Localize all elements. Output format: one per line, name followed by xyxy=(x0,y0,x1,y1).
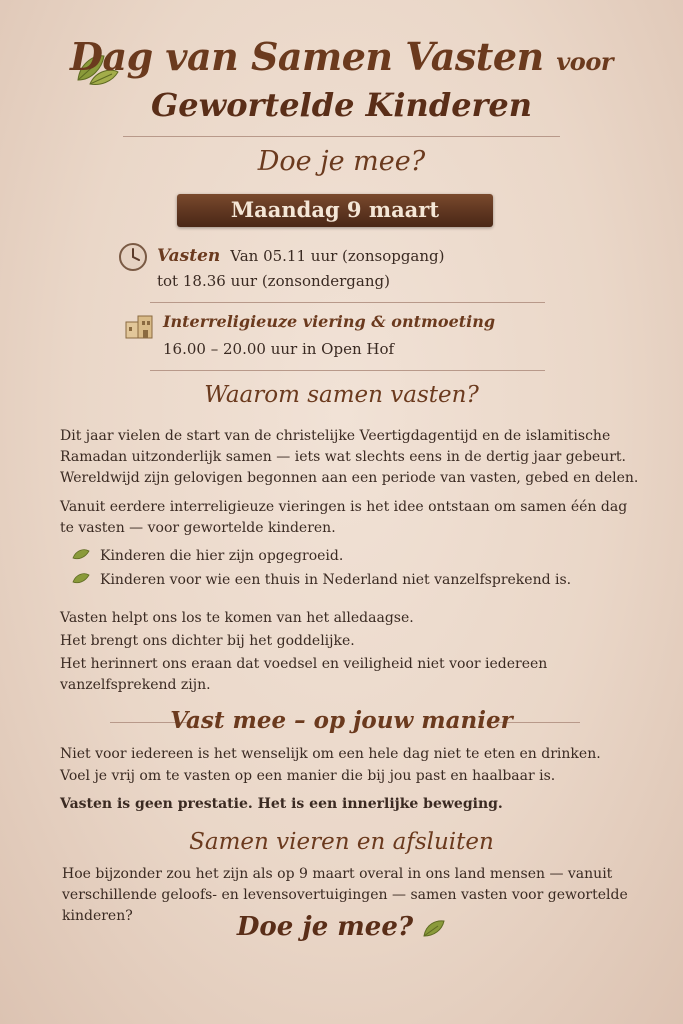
why-line-2: Het brengt ons dichter bij het goddelijke. xyxy=(60,633,355,649)
divider xyxy=(150,302,545,303)
why-paragraph-1: Dit jaar vielen de start van de christelijke Veertigdagentijd en de islamitische Ramadan uitzonderlijk samen — iets wat slechts eens in de dertig jaar gebeurt. Wereldwijd zijn gelovigen begonnen aan een periode van vasten, gebed en delen. xyxy=(60,428,639,486)
building-icon xyxy=(124,312,156,340)
section-heading-own-way: Vast mee – op jouw manier xyxy=(170,707,513,734)
clock-icon xyxy=(118,242,148,272)
closing-call: Doe je mee? xyxy=(0,912,683,942)
fast-end-line: tot 18.36 uur (zonsondergang) xyxy=(157,272,390,290)
leaf-bullet-icon xyxy=(72,572,90,584)
divider xyxy=(150,370,545,371)
leaf-bullet-icon xyxy=(72,548,90,560)
why-line-3: Het herinnert ons eraan dat voedsel en veiligheid niet voor iedereen vanzelfsprekend zijn. xyxy=(60,656,548,693)
section-heading-closing: Samen vieren en afsluiten xyxy=(189,829,494,855)
why-line-1: Vasten helpt ons los te komen van het alledaagse. xyxy=(60,610,414,626)
event-time: 16.00 – 20.00 uur in Open Hof xyxy=(163,340,395,358)
section-heading-why: Waarom samen vasten? xyxy=(204,382,479,408)
page-subtitle: Gewortelde Kinderen xyxy=(150,86,533,124)
own-way-paragraph-3: Vasten is geen prestatie. Het is een innerlijke beweging. xyxy=(60,796,503,812)
event-label: Interreligieuze viering & ontmoeting xyxy=(163,312,496,331)
why-paragraph-2: Vanuit eerdere interreligieuze vieringen is het idee ontstaan om samen één dag te vasten — voor gewortelde kinderen. xyxy=(60,499,628,536)
date-banner-text: Maandag 9 maart xyxy=(230,197,440,222)
fast-time-line: Vasten Van 05.11 uur (zonsopgang) xyxy=(157,246,445,266)
leaf-icon xyxy=(422,918,446,938)
list-item: Kinderen voor wie een thuis in Nederland niet vanzelfsprekend is. xyxy=(72,572,571,588)
own-way-paragraph-2: Voel je vrij om te vasten op een manier die bij jou past en haalbaar is. xyxy=(60,768,556,784)
page-title: Dag van Samen Vasten voor xyxy=(70,34,613,79)
own-way-paragraph-1: Niet voor iedereen is het wenselijk om een hele dag niet te eten en drinken. xyxy=(60,746,601,762)
divider xyxy=(123,136,560,137)
closing-paragraph: Hoe bijzonder zou het zijn als op 9 maart overal in ons land mensen — vanuit verschillende geloofs- en levensovertuigingen — samen vasten voor gewortelde kinderen? xyxy=(62,866,628,924)
call-to-action: Doe je mee? xyxy=(257,146,426,177)
list-item: Kinderen die hier zijn opgegroeid. xyxy=(72,548,343,564)
